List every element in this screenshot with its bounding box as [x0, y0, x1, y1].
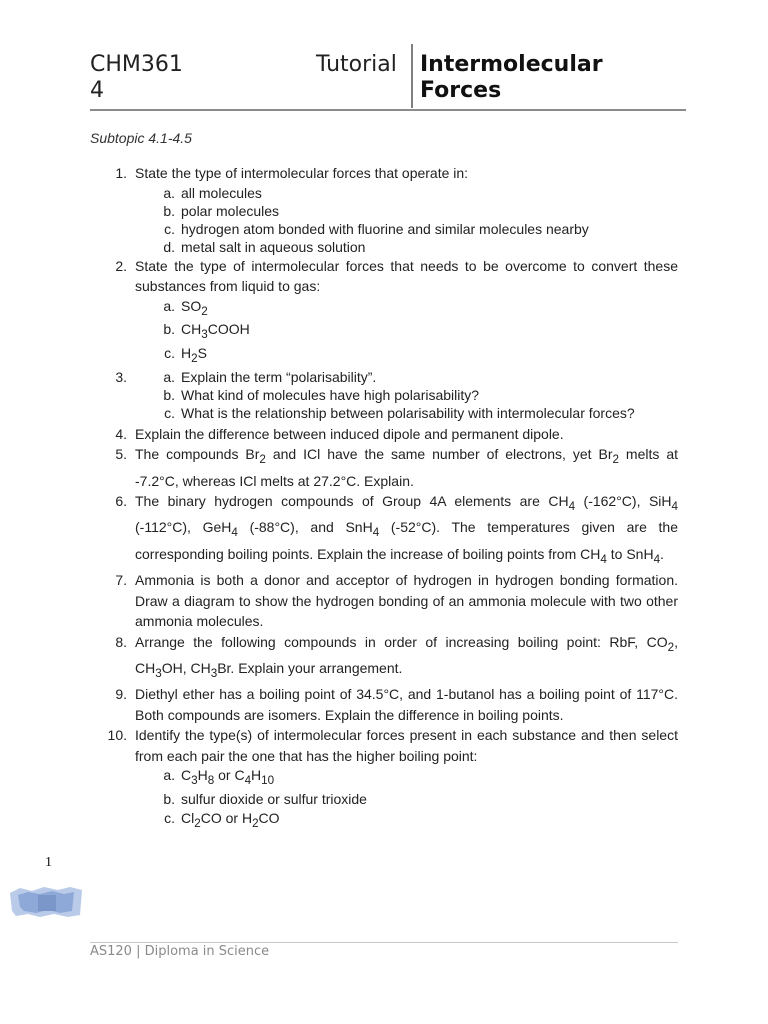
item-text: hydrogen atom bonded with fluorine and similar molecules nearby	[181, 220, 589, 237]
tutorial-number: 4	[90, 78, 104, 103]
formula-part: Cl	[181, 809, 195, 826]
question-5	[90, 444, 678, 491]
item-text: metal salt in aqueous solution	[181, 238, 366, 255]
formula-part: CO	[258, 809, 280, 826]
question-text: State the type of intermolecular forces that needs to be overcome to convert these substances from liquid to gas:	[135, 257, 678, 294]
formula-subscript: 2	[252, 816, 259, 830]
formula-part: CH	[181, 321, 202, 338]
formula-part: SO	[181, 297, 202, 314]
formula-part: COOH	[207, 321, 250, 338]
question-number: 6.	[115, 493, 127, 510]
question-number: 3.	[115, 368, 127, 385]
question-number: 10.	[107, 727, 127, 744]
question-number: 7.	[115, 572, 127, 589]
question-1-item-a	[90, 184, 678, 202]
title-line-2: Forces	[420, 78, 502, 103]
question-8	[90, 632, 678, 685]
formula-subscript: 3	[201, 328, 208, 342]
text-part: .	[660, 545, 664, 562]
item-text: What kind of molecules have high polarisability?	[181, 386, 480, 403]
question-text: State the type of intermolecular forces that operate in:	[135, 165, 469, 181]
question-3-item-a	[90, 368, 678, 386]
page-footer: AS120 | Diploma in Science	[90, 944, 270, 959]
formula-subscript: 8	[207, 773, 215, 787]
document-title	[420, 52, 603, 104]
formula-subscript: 3	[210, 666, 218, 680]
question-1-item-b	[90, 202, 678, 220]
footer-rule	[90, 942, 678, 943]
item-letter: a.	[163, 368, 175, 385]
formula-subscript: 3	[155, 666, 162, 680]
item-text: all molecules	[181, 184, 262, 201]
item-letter: c.	[164, 809, 175, 826]
text-part: and ICl have the same number of electrons, yet Br	[265, 446, 613, 463]
text-part: OH, CH	[161, 659, 211, 676]
item-text: sulfur dioxide or sulfur trioxide	[181, 791, 367, 808]
item-text: polar molecules	[181, 202, 280, 219]
item-letter: a.	[163, 297, 175, 314]
title-line-1: Intermolecular	[420, 52, 603, 77]
question-list	[90, 163, 678, 833]
question-2-item-c	[90, 344, 678, 368]
question-2	[90, 256, 678, 297]
formula-part: CO or H	[200, 809, 253, 826]
text-part: The binary hydrogen compounds of Group 4A elements are CH	[135, 493, 569, 510]
text-part: Arrange the following compounds in order of increasing boiling point: RbF, CO	[135, 633, 668, 650]
item-letter: d.	[163, 238, 175, 255]
item-letter: b.	[163, 791, 175, 808]
question-number: 4.	[115, 425, 127, 442]
text-part: (-52°C). The temperatures given are the corresponding boiling points. Explain the increase of boiling points from CH	[135, 519, 679, 562]
text-part: (-112°C), GeH	[135, 519, 232, 536]
question-3-item-b	[90, 386, 678, 404]
item-letter: c.	[164, 220, 175, 237]
question-text	[135, 493, 679, 566]
formula-subscript: 2	[667, 640, 675, 654]
question-text: Identify the type(s) of intermolecular forces present in each substance and then select from each pair the one that has the higher boiling point:	[135, 727, 678, 764]
text-part: to SnH	[606, 545, 654, 562]
item-letter: b.	[163, 321, 175, 338]
decorative-ribbon-graphic	[10, 885, 82, 919]
question-10-item-a	[90, 766, 678, 790]
text-part: , CH	[135, 633, 678, 676]
question-2-item-a	[90, 297, 678, 321]
subtopic-label: Subtopic 4.1-4.5	[90, 130, 192, 146]
formula-subscript: 2	[194, 816, 201, 830]
formula-subscript: 2	[259, 453, 266, 467]
question-4	[90, 424, 678, 445]
item-text: What is the relationship between polarisability with intermolecular forces?	[181, 404, 635, 421]
formula-subscript: 10	[261, 773, 275, 787]
question-3-item-c	[90, 404, 678, 422]
item-letter: a.	[163, 184, 175, 201]
question-6	[90, 491, 678, 570]
question-number: 9.	[115, 686, 127, 703]
formula-subscript: 4	[653, 552, 661, 566]
item-text: Explain the term “polarisability”.	[181, 368, 377, 385]
formula-part: C	[181, 767, 192, 784]
question-1-item-c	[90, 220, 678, 238]
formula-subscript: 4	[568, 499, 576, 513]
question-10-item-c	[90, 809, 678, 833]
formula-subscript: 4	[372, 526, 380, 540]
item-letter: b.	[163, 202, 175, 219]
formula-subscript: 2	[191, 351, 198, 365]
formula-subscript: 2	[612, 453, 619, 467]
text-part: Br. Explain your arrangement.	[217, 659, 403, 676]
formula-subscript: 4	[244, 773, 252, 787]
question-9	[90, 684, 678, 725]
header-rule	[90, 109, 686, 111]
question-10	[90, 725, 678, 766]
item-letter: a.	[163, 767, 175, 784]
formula-subscript: 3	[191, 773, 198, 787]
question-2-item-b	[90, 320, 678, 344]
question-10-item-b	[90, 790, 678, 809]
question-text: Explain the difference between induced dipole and permanent dipole.	[135, 425, 564, 442]
item-letter: c.	[164, 345, 175, 362]
formula-part: H	[197, 767, 208, 784]
formula-part: S	[197, 345, 207, 362]
question-number: 1.	[115, 165, 127, 181]
item-letter: c.	[164, 404, 175, 421]
text-part: The compounds Br	[135, 446, 260, 463]
text-part: (-88°C), and SnH	[237, 519, 373, 536]
text-part: melts at -7.2°C, whereas ICl melts at 27.2°C. Explain.	[135, 446, 678, 489]
item-letter: b.	[163, 386, 175, 403]
question-number: 5.	[115, 446, 127, 463]
formula-subscript: 4	[671, 499, 678, 513]
question-1	[90, 163, 678, 184]
question-number: 2.	[115, 257, 127, 274]
question-text: Diethyl ether has a boiling point of 34.5°C, and 1-butanol has a boiling point of 117°C. Both compounds are isomers. Explain the difference in boiling points.	[135, 686, 678, 723]
formula-subscript: 4	[231, 526, 238, 540]
formula-part: H	[181, 345, 192, 362]
page-number: 1	[45, 855, 52, 870]
course-code: CHM361	[90, 52, 183, 77]
formula-part: or C	[214, 767, 245, 784]
question-text: Ammonia is both a donor and acceptor of hydrogen in hydrogen bonding formation. Draw a diagram to show the hydrogen bonding of an ammonia molecule with two other ammonia molecules.	[135, 572, 678, 630]
question-7	[90, 570, 678, 632]
formula-subscript: 2	[201, 304, 208, 318]
text-part: (-162°C), SiH	[575, 493, 672, 510]
document-header	[90, 50, 686, 110]
question-text	[135, 633, 678, 680]
header-divider	[411, 44, 413, 108]
question-1-item-d	[90, 238, 678, 256]
tutorial-label: Tutorial	[316, 52, 397, 77]
question-text	[135, 446, 678, 488]
question-number: 8.	[115, 633, 127, 650]
formula-part: H	[251, 767, 262, 784]
formula-subscript: 4	[600, 552, 607, 566]
